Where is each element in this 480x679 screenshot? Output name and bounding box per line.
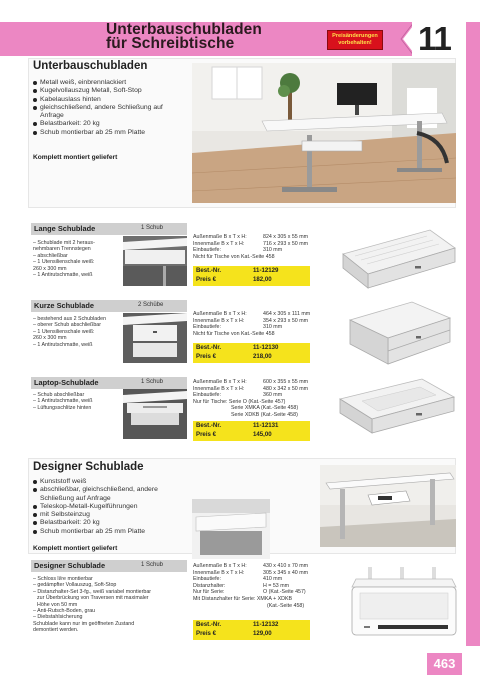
section2-note: Komplett montiert geliefert [33,545,118,552]
price-change-badge: Preisänderungen vorbehalten! [327,30,383,50]
side-stripe [466,56,480,646]
price-box: Best.-Nr. 11-12129 Preis € 182,00 [193,266,310,286]
feature-item: Kunststoff weiß [33,478,181,486]
short-drawer-image [340,298,460,370]
section2-feature-list [33,478,181,536]
product-specs: Außenmaße B x T x H: 464 x 305 x 111 mm Innenmaße B x T x H: 354 x 293 x 50 mm Einbautiefe: 310 mm Nicht für Tische von Kat.-Seite 458 [193,311,311,337]
page-number: 463 [427,653,462,675]
price-box: Best.-Nr. 11-12130 Preis € 218,00 [193,343,310,363]
feature-item: Kugelvollauszug Metall, Soft-Stop [33,87,173,95]
designer-drawer-thumbnail [192,499,270,559]
laptop-drawer-image [332,375,460,445]
product-header: Kurze Schublade 2 Schübe [31,300,187,312]
chapter-number: 11 [418,20,451,57]
product-specs: Außenmaße B x T x H: 824 x 305 x 55 mm Innenmaße B x T x H: 716 x 293 x 50 mm Einbautiefe: 310 mm Nicht für Tische von Kat.-Seite 458 [193,234,309,260]
long-drawer-image [335,226,460,296]
long-drawer-photo [123,236,187,286]
feature-item: mit Selbsteinzug [33,511,181,519]
product-header: Lange Schublade 1 Schub [31,223,187,235]
product-details: – bestehend aus 2 Schubladen – oberer Schub abschließbar – 1 Utensilienschale weiß: 260 x 300 mm – 1 Antirutschmatte, weiß [33,316,107,348]
feature-item: Belastbarkeit: 20 kg [33,120,173,128]
feature-item: Belastbarkeit: 20 kg [33,519,181,527]
designer-desk-photo [320,465,456,547]
price-box: Best.-Nr. 11-12131 Preis € 145,00 [193,421,310,441]
product-details: – Schloss li/re montierbar – gedämpfter Vollauszug, Soft-Stop – Distanzhalter-Set 3-fg., weiß variabel montierbar zur Überbrückung von Traversen mit maximaler Höhe von 50 mm – Anti-Rutsch-Boden, grau – Diebstahlsicherung Schublade kann nur im geöffneten Zustand demontiert werden. [33,576,152,634]
page-title: Unterbauschubladen für Schreibtische [106,21,262,52]
product-header: Laptop-Schublade 1 Schub [31,377,187,389]
product-header: Designer Schublade 1 Schub [31,560,187,572]
designer-drawer-image [348,565,460,645]
price-box: Best.-Nr. 11-12132 Preis € 129,00 [193,620,310,640]
section1-feature-list [33,79,173,137]
section2-title: Designer Schublade [33,461,144,473]
office-desk-photo [192,63,456,203]
feature-item: Schub montierbar ab 25 mm Platte [33,528,181,536]
product-details: – Schublade mit 2 heraus- nehmbaren Trennstegen – abschließbar – 1 Utensilienschale weiß: 260 x 300 mm – 1 Antirutschmatte, weiß [33,240,95,279]
product-details: – Schub abschließbar – 1 Antirutschmatte, weiß – Lüftungsschlitze hinten [33,392,93,411]
feature-item: Schub montierbar ab 25 mm Platte [33,129,173,137]
feature-item: Kabelauslass hinten [33,96,173,104]
section1-note: Komplett montiert geliefert [33,154,118,161]
feature-item: Metall weiß, einbrennlackiert [33,79,173,87]
laptop-drawer-photo [123,389,187,439]
feature-item: abschließbar, gleichschließend, andere Schließung auf Anfrage [33,486,181,503]
section1-title: Unterbauschubladen [33,60,148,72]
feature-item: gleichschließend, andere Schließung auf Anfrage [33,104,173,121]
product-specs: Außenmaße B x T x H: 430 x 410 x 70 mm Innenmaße B x T x H: 305 x 345 x 40 mm Einbautiefe: 410 mm Distanzhalter: H = 53 mm Nur für Serie: O (Kat.-Seite 457) Mit Distanzhalter für Serie: XMKA + XDKB (Kat.-Seite 458) [193,563,309,609]
feature-item: Teleskop-Metall-Kugelführungen [33,503,181,511]
short-drawer-photo [123,313,187,363]
product-specs: Außenmaße B x T x H: 600 x 355 x 55 mm Innenmaße B x T x H: 480 x 342 x 50 mm Einbautiefe: 360 mm Nur für Tische: Serie O (Kat.-Seite 457) Serie XMKA (Kat.-Seite 458) Serie XDKB (Kat.-Seite 458) [193,379,309,418]
